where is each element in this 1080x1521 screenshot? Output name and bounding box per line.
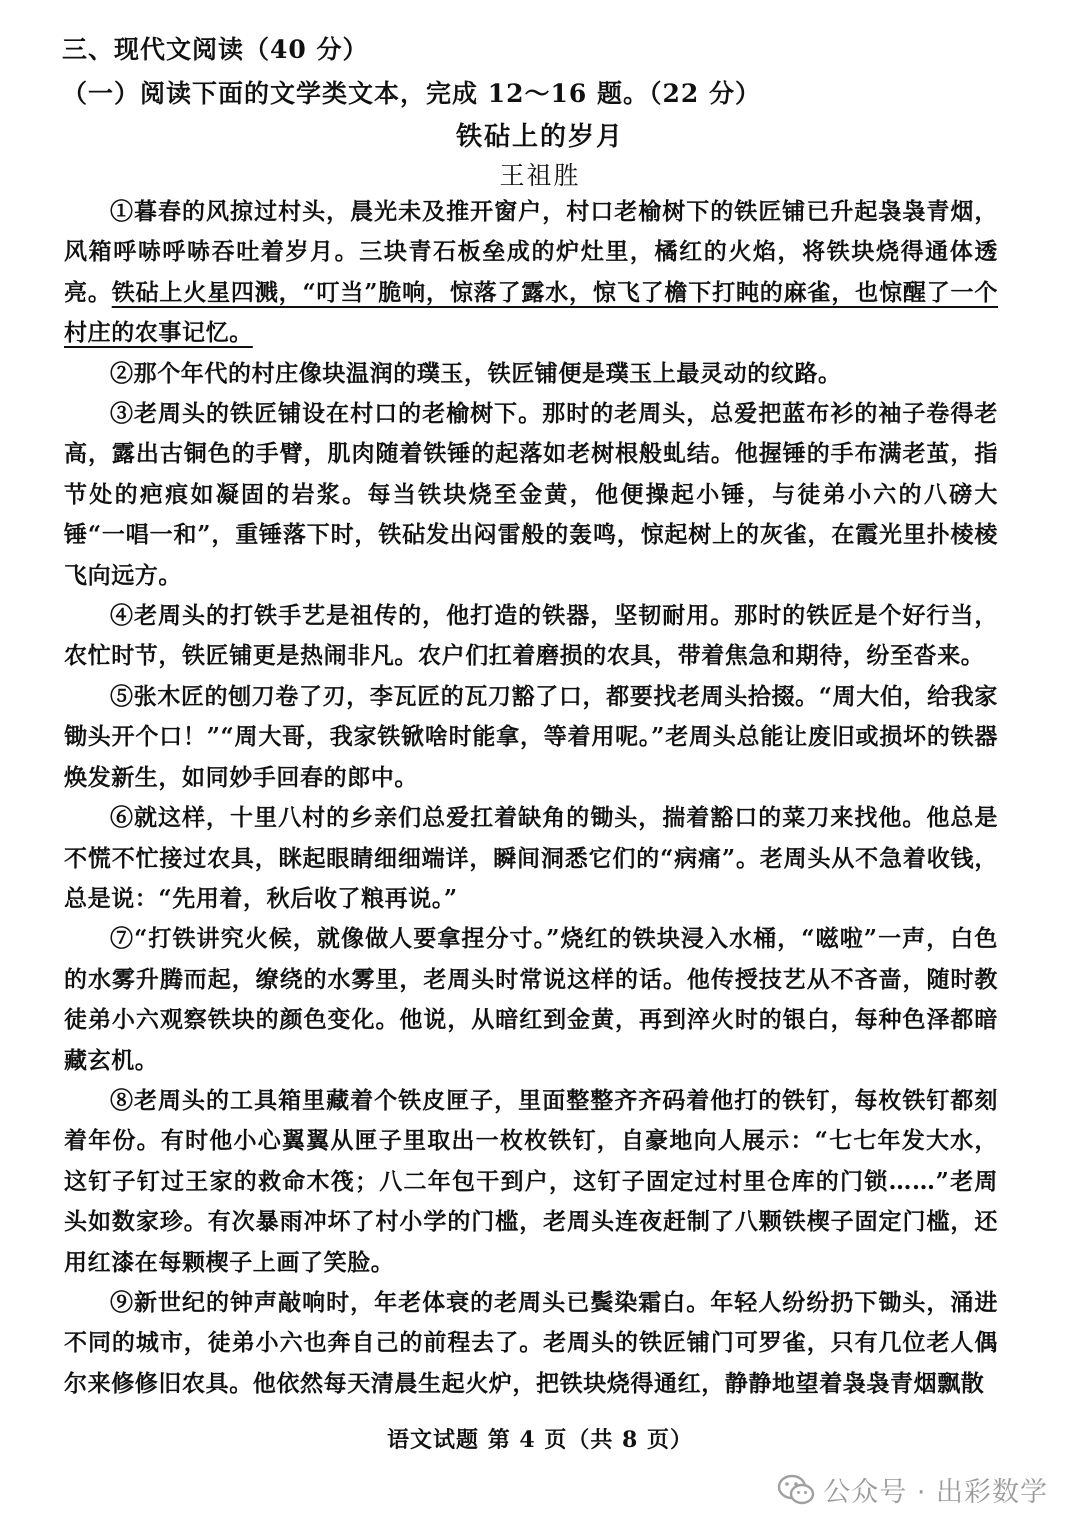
section-heading: 三、现代文阅读（40 分） (62, 35, 369, 64)
underlined-sentence: 铁砧上火星四溅，“叮当”脆响，惊落了露水，惊飞了檐下打盹的麻雀，也惊醒了一个村庄的农事记忆。 (64, 278, 999, 347)
paragraph-4: ④老周头的打铁手艺是祖传的，他打造的铁器，坚韧耐用。那时的铁匠是个好行当，农忙时节，铁匠铺更是热闹非凡。农户们扛着磨损的农具，带着焦急和期待，纷至沓来。 (64, 602, 998, 670)
paragraph-5: ⑤张木匠的刨刀卷了刃，李瓦匠的瓦刀豁了口，都要找老周头拾掇。“周大伯，给我家锄头开个口！”“周大哥，我家铁锨啥时能拿，等着用呢。”老周头总能让废旧或损坏的铁器焕发新生，如同妙手回春的郎中。 (64, 682, 998, 791)
paragraph-8: ⑧老周头的工具箱里藏着个铁皮匣子，里面整整齐齐码着他打的铁钉，每枚铁钉都刻着年份。有时他小心翼翼从匣子里取出一枚枚铁钉，自豪地向人展示：“七七年发大水，这钉子钉过王家的救命木筏；八二年包干到户，这钉子固定过村里仓库的门锁……”老周头如数家珍。有次暴雨冲坏了村小学的门槛，老周头连夜赶制了八颗铁楔子固定门槛，还用红漆在每颗楔子上画了笑脸。 (64, 1086, 998, 1276)
article-body (64, 192, 998, 1404)
wechat-icon (777, 1474, 815, 1506)
paragraph-2: ②那个年代的村庄像块温润的璞玉，铁匠铺便是璞玉上最灵动的纹路。 (110, 359, 842, 387)
question-instruction: （一）阅读下面的文学类文本，完成 12～16 题。（22 分） (62, 79, 761, 108)
paragraph-6: ⑥就这样，十里八村的乡亲们总爱扛着缺角的锄头，揣着豁口的菜刀来找他。他总是不慌不忙接过农具，眯起眼睛细细端详，瞬间洞悉它们的“病痛”。老周头从不急着收钱，总是说：“先用着，秋后收了粮再说。” (64, 804, 998, 912)
watermark (777, 1470, 1048, 1509)
page-footer: 语文试题 第 4 页（共 8 页） (387, 1427, 693, 1453)
paragraph-1-text: ①暮春的风掠过村头，晨光未及推开窗户，村口老榆树下的铁匠铺已升起袅袅青烟，风箱呼哧呼哧吞吐着岁月。三块青石板垒成的炉灶里，橘红的火焰，将铁块烧得通体透亮。 (64, 198, 998, 306)
paragraph-9: ⑨新世纪的钟声敲响时，年老体衰的老周头已鬓染霜白。年轻人纷纷扔下锄头，涌进不同的城市，徒弟小六也奔自己的前程去了。老周头的铁匠铺门可罗雀，只有几位老人偶尔来修修旧农具。他依然每天清晨生起火炉，把铁块烧得通红，静静地望着袅袅青烟飘散 (64, 1288, 998, 1397)
paragraph-7: ⑦“打铁讲究火候，就像做人要拿捏分寸。”烧红的铁块浸入水桶，“嗞啦”一声，白色的水雾升腾而起，缭绕的水雾里，老周头时常说这样的话。他传授技艺从不吝啬，随时教徒弟小六观察铁块的颜色变化。他说，从暗红到金黄，再到淬火时的银白，每种色泽都暗藏玄机。 (64, 925, 998, 1074)
article-title: 铁砧上的岁月 (455, 122, 624, 152)
article-author: 王祖胜 (499, 161, 581, 190)
paragraph-1 (64, 192, 998, 354)
watermark-text: 公众号 · 出彩数学 (823, 1477, 1048, 1508)
paragraph-3: ③老周头的铁匠铺设在村口的老榆树下。那时的老周头，总爱把蓝布衫的袖子卷得老高，露出古铜色的手臂，肌肉随着铁锤的起落如老树根般虬结。他握锤的手布满老茧，指节处的疤痕如凝固的岩浆。每当铁块烧至金黄，他便操起小锤，与徒弟小六的八磅大锤“一唱一和”，重锤落下时，铁砧发出闷雷般的轰鸣，惊起树上的灰雀，在霞光里扑棱棱飞向远方。 (64, 400, 998, 589)
